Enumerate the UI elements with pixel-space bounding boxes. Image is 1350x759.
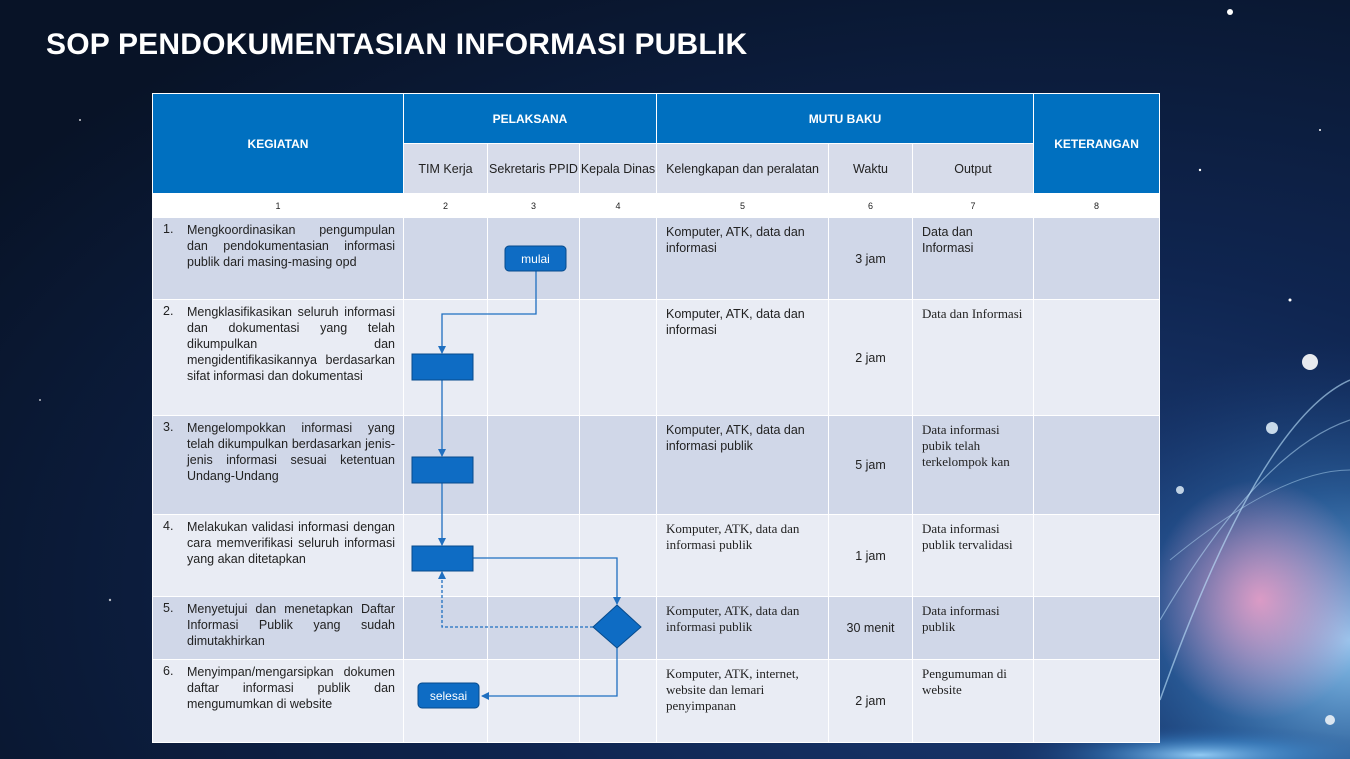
header-pelaksana: PELAKSANA: [404, 94, 657, 144]
table-row: [153, 218, 1160, 300]
activity-cell: [153, 300, 404, 416]
sop-table: [152, 93, 1160, 743]
col-number: 7: [913, 194, 1034, 218]
activity-text: Menyetujui dan menetapkan Daftar Informasi Publik yang sudah dimutakhirkan: [187, 602, 395, 648]
equipment-cell: Komputer, ATK, data dan informasi publik: [657, 416, 829, 515]
flow-cell: [580, 218, 657, 300]
flow-cell: [404, 597, 488, 660]
note-cell: [1034, 660, 1160, 743]
activity-cell: [153, 416, 404, 515]
time-cell: 2 jam: [829, 300, 913, 416]
activity-number: 3.: [163, 420, 174, 434]
process-box-step-2[interactable]: [412, 354, 473, 380]
flow-cell: [580, 300, 657, 416]
equipment-cell: Komputer, ATK, data dan informasi publik: [657, 597, 829, 660]
note-cell: [1034, 515, 1160, 597]
activity-number: 1.: [163, 222, 174, 236]
activity-text: Mengklasifikasikan seluruh informasi dan dokumentasi yang telah dikumpulkan dan mengidentifikasikannya berdasarkan sifat informasi dan dokumentasi: [187, 305, 395, 383]
time-cell: 3 jam: [829, 218, 913, 300]
table-row: [153, 515, 1160, 597]
equipment-cell: Komputer, ATK, internet, website dan lemari penyimpanan: [657, 660, 829, 743]
activity-cell: [153, 597, 404, 660]
process-box-step-4[interactable]: [412, 546, 473, 571]
flow-cell: [488, 660, 580, 743]
activity-number: 6.: [163, 664, 174, 678]
col-number: 1: [153, 194, 404, 218]
col-number: 4: [580, 194, 657, 218]
time-cell: 2 jam: [829, 660, 913, 743]
note-cell: [1034, 218, 1160, 300]
flow-cell: [488, 515, 580, 597]
col-number: 5: [657, 194, 829, 218]
activity-number: 2.: [163, 304, 174, 318]
header-tim-kerja: TIM Kerja: [404, 144, 488, 194]
equipment-cell: Komputer, ATK, data dan informasi: [657, 218, 829, 300]
activity-cell: [153, 515, 404, 597]
table-row: [153, 300, 1160, 416]
header-sekretaris: Sekretaris PPID: [488, 144, 580, 194]
header-keterangan: KETERANGAN: [1034, 94, 1160, 194]
flow-cell: [580, 515, 657, 597]
header-kepala-dinas: Kepala Dinas: [580, 144, 657, 194]
activity-number: 5.: [163, 601, 174, 615]
output-cell: Data dan Informasi: [913, 300, 1034, 416]
col-number: 3: [488, 194, 580, 218]
output-cell: Data informasi publik: [913, 597, 1034, 660]
activity-text: Mengkoordinasikan pengumpulan dan pendokumentasian informasi publik dari masing-masing opd: [187, 223, 395, 269]
flow-cell: [488, 300, 580, 416]
activity-text: Melakukan validasi informasi dengan cara memverifikasi seluruh informasi yang akan ditetapkan: [187, 520, 395, 566]
activity-number: 4.: [163, 519, 174, 533]
start-label: mulai: [521, 252, 550, 266]
output-cell: Data informasi publik tervalidasi: [913, 515, 1034, 597]
equipment-cell: Komputer, ATK, data dan informasi publik: [657, 515, 829, 597]
output-cell: Data dan Informasi: [913, 218, 1034, 300]
time-cell: 30 menit: [829, 597, 913, 660]
table-row: [153, 416, 1160, 515]
end-label: selesai: [429, 689, 468, 703]
header-mutu-baku: MUTU BAKU: [657, 94, 1034, 144]
output-cell: Data informasi pubik telah terkelompok kan: [913, 416, 1034, 515]
activity-cell: [153, 660, 404, 743]
header-kelengkapan: Kelengkapan dan peralatan: [657, 144, 829, 194]
col-number: 2: [404, 194, 488, 218]
page-title: SOP PENDOKUMENTASIAN INFORMASI PUBLIK: [46, 28, 748, 61]
note-cell: [1034, 300, 1160, 416]
equipment-cell: Komputer, ATK, data dan informasi: [657, 300, 829, 416]
flow-cell: [404, 218, 488, 300]
flow-cell: [580, 660, 657, 743]
note-cell: [1034, 416, 1160, 515]
note-cell: [1034, 597, 1160, 660]
activity-cell: [153, 218, 404, 300]
activity-text: Mengelompokkan informasi yang telah dikumpulkan berdasarkan jenis-jenis informasi sesuai ketentuan Undang-Undang: [187, 421, 395, 483]
col-number: 8: [1034, 194, 1160, 218]
activity-text: Menyimpan/mengarsipkan dokumen daftar informasi publik dan mengumumkan di website: [187, 665, 395, 711]
table-row: [153, 597, 1160, 660]
output-cell: Pengumuman di website: [913, 660, 1034, 743]
col-number: 6: [829, 194, 913, 218]
flow-cell: [488, 597, 580, 660]
table-row: [153, 660, 1160, 743]
header-kegiatan: KEGIATAN: [153, 94, 404, 194]
time-cell: 1 jam: [829, 515, 913, 597]
header-output: Output: [913, 144, 1034, 194]
process-box-step-3[interactable]: [412, 457, 473, 483]
header-waktu: Waktu: [829, 144, 913, 194]
flow-cell: [488, 416, 580, 515]
time-cell: 5 jam: [829, 416, 913, 515]
flow-cell: [580, 416, 657, 515]
